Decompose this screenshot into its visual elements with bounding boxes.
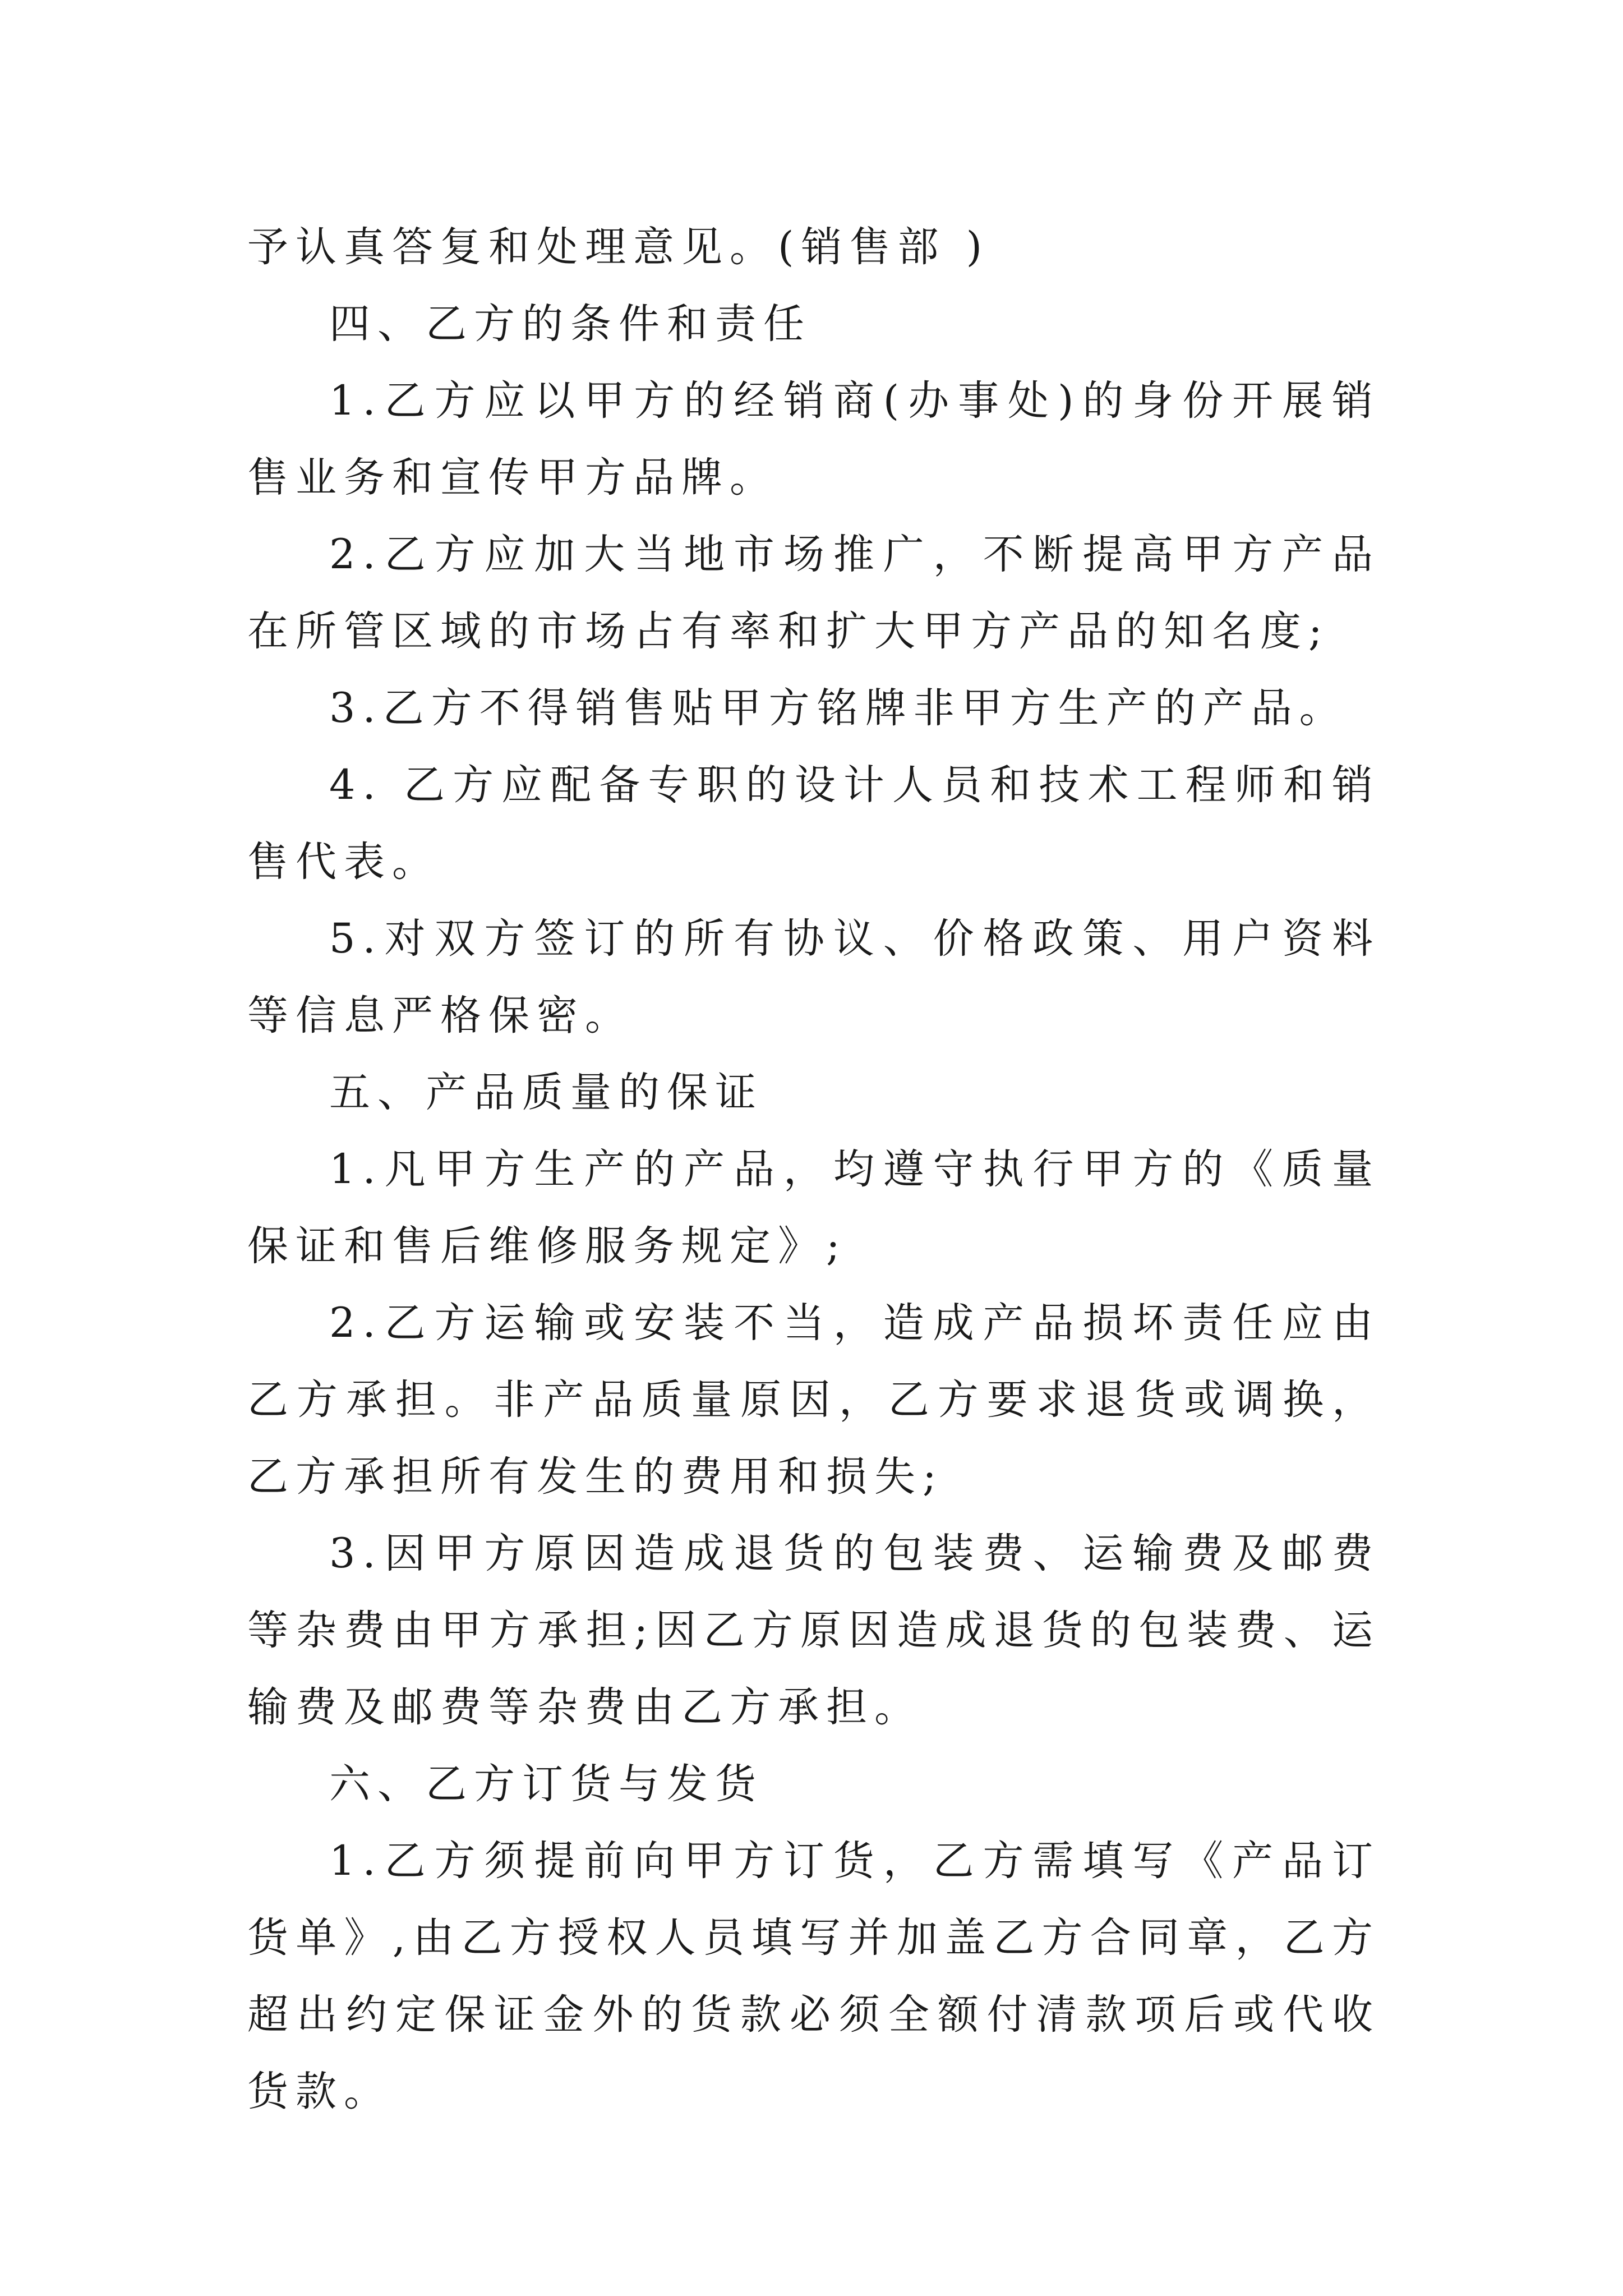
clause-5-2: 2.乙方运输或安装不当，造成产品损坏责任应由乙方承担。非产品质量原因，乙方要求退货或调换，乙方承担所有发生的费用和损失; xyxy=(247,1299,1380,1501)
clause-6-1: 1.乙方须提前向甲方订货，乙方需填写《产品订货单》,由乙方授权人员填写并加盖乙方合同章，乙方超出约定保证金外的货款必须全额付清款项后或代收货款。 xyxy=(247,1837,1380,2115)
section-heading-6: 六、乙方订货与发货 xyxy=(329,1760,763,1808)
clause-4-4: 4. 乙方应配备专职的设计人员和技术工程师和销售代表。 xyxy=(247,761,1380,886)
section-heading-4: 四、乙方的条件和责任 xyxy=(329,300,811,348)
paragraph-continuation: 予认真答复和处理意见。(销售部 ) xyxy=(247,223,990,271)
clause-4-1: 1.乙方应以甲方的经销商(办事处)的身份开展销售业务和宣传甲方品牌。 xyxy=(247,377,1380,501)
clause-4-3: 3.乙方不得销售贴甲方铭牌非甲方生产的产品。 xyxy=(329,684,1348,732)
clause-4-2: 2.乙方应加大当地市场推广，不断提高甲方产品在所管区域的市场占有率和扩大甲方产品的知名度; xyxy=(247,531,1380,655)
document-body xyxy=(247,209,1380,2130)
section-heading-5: 五、产品质量的保证 xyxy=(329,1069,763,1116)
clause-4-5: 5.对双方签订的所有协议、价格政策、用户资料等信息严格保密。 xyxy=(247,915,1380,1039)
clause-5-1: 1.凡甲方生产的产品，均遵守执行甲方的《质量保证和售后维修服务规定》; xyxy=(247,1145,1380,1270)
clause-5-3: 3.因甲方原因造成退货的包装费、运输费及邮费等杂费由甲方承担;因乙方原因造成退货的包装费、运输费及邮费等杂费由乙方承担。 xyxy=(247,1530,1380,1731)
